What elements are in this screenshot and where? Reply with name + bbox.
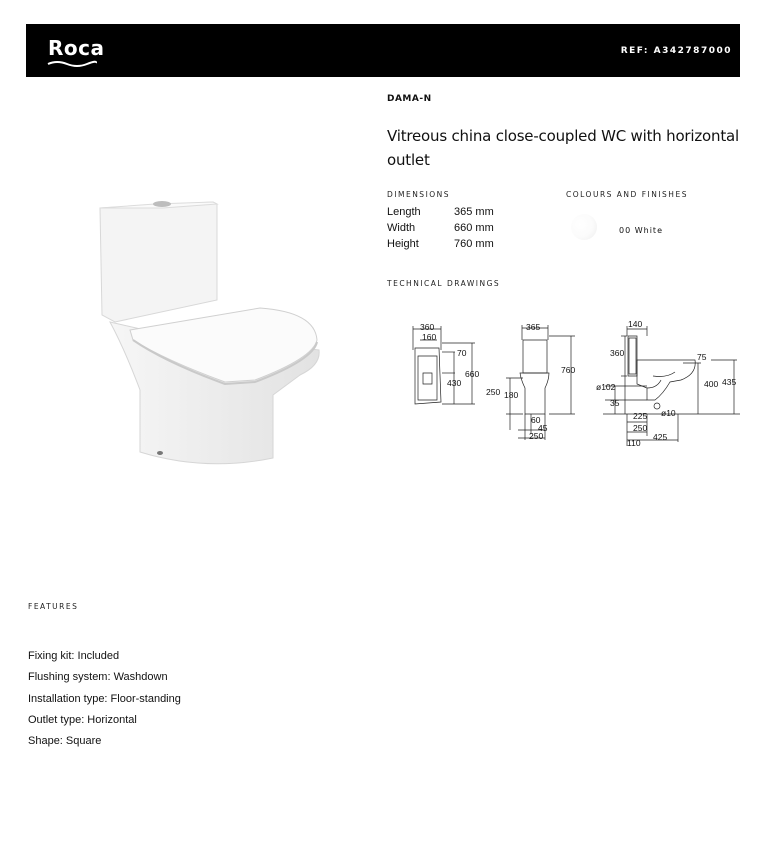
feature-item: Outlet type: Horizontal xyxy=(28,713,137,726)
side-view-dim-435: 435 xyxy=(722,377,737,387)
top-view-dim-160: 160 xyxy=(422,332,437,342)
feature-item: Flushing system: Washdown xyxy=(28,671,168,684)
feature-item: Installation type: Floor-standing xyxy=(28,692,181,705)
front-view-dim-180: 180 xyxy=(504,390,519,400)
side-view-dim-140: 140 xyxy=(628,319,643,329)
features-list xyxy=(28,648,181,754)
side-view-dim-360: 360 xyxy=(610,348,625,358)
dimension-row xyxy=(387,204,494,220)
front-view-dim-60: 60 xyxy=(531,415,541,425)
technical-drawings-label: TECHNICAL DRAWINGS xyxy=(387,279,501,288)
colours-label: COLOURS AND FINISHES xyxy=(566,190,688,199)
model-name: DAMA-N xyxy=(387,94,432,104)
dimension-value: 660 mm xyxy=(454,222,494,234)
side-view-dim-102: ø102 xyxy=(596,382,616,392)
side-view-dim-75: 75 xyxy=(697,352,707,362)
side-view-dim-400: 400 xyxy=(704,379,719,389)
side-view-dim-250: 250 xyxy=(633,423,648,433)
dimension-name: Width xyxy=(387,222,416,234)
side-view-dim-110: 110 xyxy=(627,438,641,448)
features-label: FEATURES xyxy=(28,602,79,611)
front-view-dim-250-base: 250 xyxy=(529,431,544,441)
front-view-dim-250: 250 xyxy=(486,387,501,397)
side-view-dim-10: ø10 xyxy=(661,408,676,418)
reference-number: REF: A342787000 xyxy=(620,46,732,56)
logo-wave-icon xyxy=(47,60,97,68)
dimension-name: Height xyxy=(387,238,419,250)
side-view-dim-225: 225 xyxy=(633,411,648,421)
dimension-value: 365 mm xyxy=(454,206,494,218)
header-bar xyxy=(26,24,740,77)
technical-drawings xyxy=(385,318,740,450)
front-view-dim-760: 760 xyxy=(561,365,576,375)
front-view-dim-365: 365 xyxy=(526,322,541,332)
side-view-dim-425: 425 xyxy=(653,432,668,442)
brand-logo: Roca xyxy=(48,36,105,60)
colour-swatch xyxy=(571,214,597,240)
product-photo xyxy=(85,190,335,480)
dimensions-label: DIMENSIONS xyxy=(387,190,451,199)
dimension-row xyxy=(387,220,494,236)
feature-item: Shape: Square xyxy=(28,735,102,748)
top-view-dim-360: 360 xyxy=(420,322,435,332)
front-view-dim-45: 45 xyxy=(538,423,548,433)
top-view-dim-70: 70 xyxy=(457,348,467,358)
dimension-row xyxy=(387,236,494,252)
feature-item: Fixing kit: Included xyxy=(28,650,120,662)
dimension-name: Length xyxy=(387,206,421,218)
side-view-dim-35: 35 xyxy=(610,398,620,408)
finish-name: 00 White xyxy=(619,226,663,235)
top-view-dim-660: 660 xyxy=(465,369,480,379)
top-view-dim-430: 430 xyxy=(447,378,462,388)
dimension-value: 760 mm xyxy=(454,238,494,250)
product-title: Vitreous china close-coupled WC with horizontal outlet xyxy=(387,127,739,169)
side-view-drawing xyxy=(603,326,740,446)
dimensions-table xyxy=(387,204,494,252)
